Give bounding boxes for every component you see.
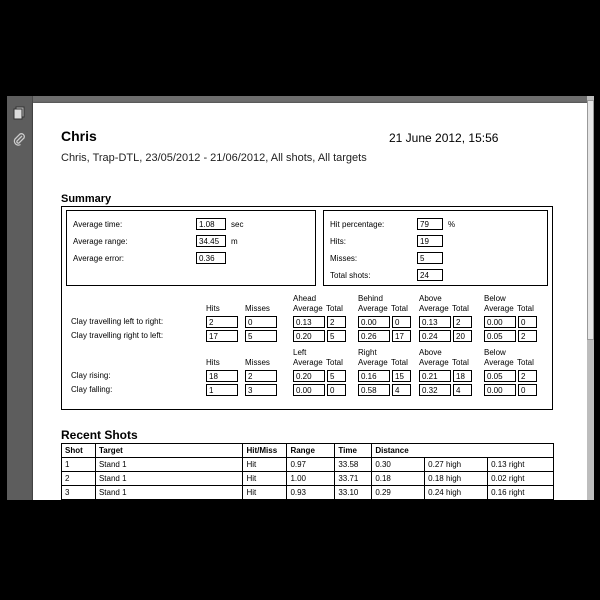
average-value: 0.00 <box>293 384 325 396</box>
col-range: Range <box>287 444 335 458</box>
average-value: 0.13 <box>293 316 325 328</box>
table-cell: 0.27 high <box>425 458 488 472</box>
table-cell: 0.97 <box>287 458 335 472</box>
hits-value: 17 <box>206 330 238 342</box>
col-hit-miss: Hit/Miss <box>243 444 287 458</box>
table-cell: Stand 1 <box>95 458 243 472</box>
table-cell: 0.29 <box>372 486 425 500</box>
group-header: Above <box>419 294 442 303</box>
total-value: 0 <box>518 384 537 396</box>
viewer-sidebar <box>7 96 33 500</box>
average-value: 0.00 <box>484 316 516 328</box>
total-value: 4 <box>392 384 411 396</box>
misses-header: Misses <box>245 304 270 313</box>
average-value: 0.05 <box>484 330 516 342</box>
total-shots-value: 24 <box>417 269 443 281</box>
summary-right-panel <box>323 210 548 286</box>
total-header: Total <box>452 304 469 313</box>
row-label: Clay falling: <box>71 385 113 394</box>
scrollbar-thumb[interactable] <box>587 100 594 340</box>
hit-pct-unit: % <box>448 220 456 229</box>
pdf-viewer <box>7 96 594 500</box>
total-header: Total <box>326 358 343 367</box>
table-cell: 1 <box>62 458 96 472</box>
table-cell: 33.10 <box>335 486 372 500</box>
total-value: 0 <box>327 384 346 396</box>
report-name: Chris <box>61 128 97 144</box>
average-value: 0.26 <box>358 330 390 342</box>
total-value: 5 <box>327 370 346 382</box>
total-value: 17 <box>392 330 411 342</box>
total-header: Total <box>452 358 469 367</box>
report-subtitle: Chris, Trap-DTL, 23/05/2012 - 21/06/2012, All shots, All targets <box>61 152 367 164</box>
table-cell: Hit <box>243 458 287 472</box>
col-target: Target <box>95 444 243 458</box>
group-header: Above <box>419 348 442 357</box>
col-time: Time <box>335 444 372 458</box>
average-header: Average <box>484 358 514 367</box>
misses-value: 0 <box>245 316 277 328</box>
total-header: Total <box>391 358 408 367</box>
row-label: Clay travelling right to left: <box>71 331 164 340</box>
total-header: Total <box>326 304 343 313</box>
hit-pct-value: 79 <box>417 218 443 230</box>
summary-left-panel <box>66 210 316 286</box>
table-row <box>62 458 554 472</box>
group-header: Ahead <box>293 294 317 303</box>
average-value: 0.21 <box>419 370 451 382</box>
report-datetime: 21 June 2012, 15:56 <box>389 131 499 145</box>
table-cell: 2 <box>62 472 96 486</box>
table-cell: 0.18 high <box>425 472 488 486</box>
average-value: 0.05 <box>484 370 516 382</box>
table-cell: Stand 1 <box>95 486 243 500</box>
hits-value: 1 <box>206 384 238 396</box>
avg-error-value: 0.36 <box>196 252 226 264</box>
attachment-icon[interactable] <box>12 132 27 147</box>
total-header: Total <box>517 304 534 313</box>
hits-header: Hits <box>206 358 220 367</box>
table-cell: Hit <box>243 472 287 486</box>
table-row <box>62 486 554 500</box>
average-value: 0.32 <box>419 384 451 396</box>
rise-fall-grid <box>33 348 588 408</box>
misses-value: 2 <box>245 370 277 382</box>
total-value: 5 <box>327 330 346 342</box>
pages-icon[interactable] <box>12 106 27 121</box>
average-header: Average <box>484 304 514 313</box>
table-cell: Hit <box>243 486 287 500</box>
average-header: Average <box>419 358 449 367</box>
table-cell: 0.18 <box>372 472 425 486</box>
hits-value: 18 <box>206 370 238 382</box>
total-value: 2 <box>518 330 537 342</box>
hits-header: Hits <box>206 304 220 313</box>
total-header: Total <box>517 358 534 367</box>
hit-pct-label: Hit percentage: <box>330 220 385 229</box>
average-value: 0.00 <box>484 384 516 396</box>
avg-range-label: Average range: <box>73 237 128 246</box>
hits-value: 19 <box>417 235 443 247</box>
average-value: 0.58 <box>358 384 390 396</box>
vertical-scrollbar[interactable] <box>587 96 594 500</box>
table-cell: 0.93 <box>287 486 335 500</box>
misses-value: 5 <box>417 252 443 264</box>
avg-time-unit: sec <box>231 220 244 229</box>
average-value: 0.13 <box>419 316 451 328</box>
col-distance: Distance <box>372 444 554 458</box>
table-cell: 33.58 <box>335 458 372 472</box>
average-header: Average <box>293 304 323 313</box>
table-cell: 0.24 high <box>425 486 488 500</box>
col-shot: Shot <box>62 444 96 458</box>
table-cell: 0.02 right <box>488 472 554 486</box>
total-value: 0 <box>518 316 537 328</box>
avg-range-unit: m <box>231 237 238 246</box>
avg-range-value: 34.45 <box>196 235 226 247</box>
misses-value: 5 <box>245 330 277 342</box>
avg-time-label: Average time: <box>73 220 123 229</box>
table-row <box>62 472 554 486</box>
average-header: Average <box>293 358 323 367</box>
travel-direction-grid <box>33 294 588 354</box>
average-header: Average <box>419 304 449 313</box>
group-header: Right <box>358 348 377 357</box>
group-header: Below <box>484 294 506 303</box>
avg-error-label: Average error: <box>73 254 124 263</box>
recent-shots-title: Recent Shots <box>61 428 138 442</box>
misses-header: Misses <box>245 358 270 367</box>
group-header: Left <box>293 348 307 357</box>
average-value: 0.16 <box>358 370 390 382</box>
average-header: Average <box>358 358 388 367</box>
summary-title: Summary <box>61 193 112 205</box>
total-value: 2 <box>518 370 537 382</box>
table-cell: 1.00 <box>287 472 335 486</box>
average-value: 0.00 <box>358 316 390 328</box>
table-cell: 0.16 right <box>488 486 554 500</box>
total-value: 18 <box>453 370 472 382</box>
total-value: 15 <box>392 370 411 382</box>
total-value: 2 <box>453 316 472 328</box>
average-value: 0.20 <box>293 370 325 382</box>
average-header: Average <box>358 304 388 313</box>
misses-value: 3 <box>245 384 277 396</box>
report-page <box>33 103 588 500</box>
misses-label: Misses: <box>330 254 358 263</box>
total-value: 4 <box>453 384 472 396</box>
table-cell: 33.71 <box>335 472 372 486</box>
recent-shots-table <box>61 443 554 500</box>
table-header-row <box>62 444 554 458</box>
hits-label: Hits: <box>330 237 346 246</box>
table-cell: 0.30 <box>372 458 425 472</box>
total-value: 0 <box>392 316 411 328</box>
total-value: 2 <box>327 316 346 328</box>
avg-time-value: 1.08 <box>196 218 226 230</box>
total-header: Total <box>391 304 408 313</box>
table-cell: 0.13 right <box>488 458 554 472</box>
average-value: 0.20 <box>293 330 325 342</box>
total-value: 20 <box>453 330 472 342</box>
average-value: 0.24 <box>419 330 451 342</box>
group-header: Below <box>484 348 506 357</box>
table-cell: Stand 1 <box>95 472 243 486</box>
table-cell: 3 <box>62 486 96 500</box>
row-label: Clay rising: <box>71 371 111 380</box>
group-header: Behind <box>358 294 383 303</box>
hits-value: 2 <box>206 316 238 328</box>
total-shots-label: Total shots: <box>330 271 371 280</box>
row-label: Clay travelling left to right: <box>71 317 164 326</box>
